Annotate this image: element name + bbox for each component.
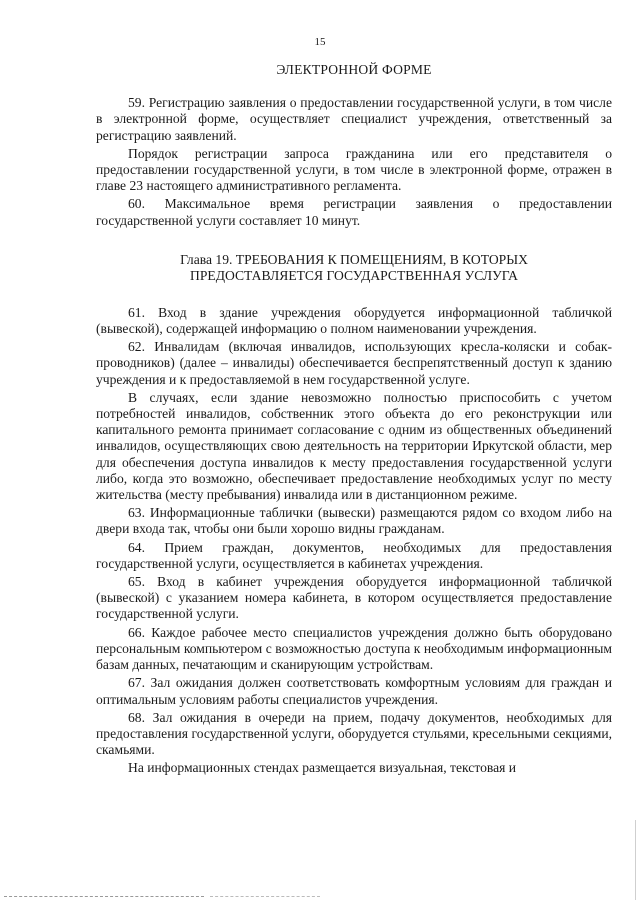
chapter-heading: [96, 252, 612, 285]
chapter-heading-line-2: ПРЕДОСТАВЛЯЕТСЯ ГОСУДАРСТВЕННАЯ УСЛУГА: [190, 268, 518, 284]
paragraph-59: 59. Регистрацию заявления о предоставлении государственной услуги, в том числе в электронной форме, осуществляет специалист учреждения, ответственный за регистрацию заявлений.: [96, 95, 612, 143]
paragraph-64: 64. Прием граждан, документов, необходимых для предоставления государственной услуги, осуществляется в кабинетах учреждения.: [96, 539, 612, 571]
paragraph-accessibility-cases: В случаях, если здание невозможно полностью приспособить с учетом потребностей инвалидов, собственник этого объекта до его реконструкции или капитального ремонта принимает согласование с одним из общественных объединений инвалидов, осуществляющих свою деятельность на территории Иркутской области, мер для обеспечения доступа инвалидов к месту предоставления государственной услуги либо, когда это возможно, обеспечивает предоставление необходимых услуг по месту жительства (месту пребывания) инвалида или в дистанционном режиме.: [96, 389, 612, 503]
paragraph-66: 66. Каждое рабочее место специалистов учреждения должно быть оборудовано персональным компьютером с возможностью доступа к необходимым информационным базам данных, печатающим и сканирующим устройствам.: [96, 624, 612, 673]
section-heading-tail: ЭЛЕКТРОННОЙ ФОРМЕ: [276, 62, 432, 77]
paragraph-67: 67. Зал ожидания должен соответствовать комфортным условиям для граждан и оптимальным условиям работы специалистов учреждения.: [96, 675, 612, 707]
paragraph-info-stands: На информационных стендах размещается визуальная, текстовая и: [128, 760, 517, 776]
paragraph-60: 60. Максимальное время регистрации заявления о предоставлении государственной услуги составляет 10 минут.: [96, 196, 612, 228]
document-body: [96, 62, 612, 779]
paragraph-61: 61. Вход в здание учреждения оборудуется информационной табличкой (вывеской), содержащей информацию о полном наименовании учреждения.: [96, 304, 612, 337]
scan-footer-line: [4, 896, 204, 897]
scan-footer-line-secondary: [210, 896, 320, 897]
paragraph-registration-order: Порядок регистрации запроса гражданина или его представителя о предоставлении государственной услуги, в том числе в электронной форме, отражен в главе 23 настоящего административного регламента.: [96, 145, 612, 194]
paragraph-65: 65. Вход в кабинет учреждения оборудуется информационной табличкой (вывеской) с указанием номера кабинета, в котором осуществляется предоставление государственной услуги.: [96, 574, 612, 622]
paragraph-62: 62. Инвалидам (включая инвалидов, использующих кресла-коляски и собак-проводников) (далее – инвалиды) обеспечивается беспрепятственный доступ к зданию учреждения и к предоставляемой в нем государственной услуге.: [96, 339, 612, 387]
page-number: 15: [314, 36, 326, 48]
scan-edge-mark: [635, 820, 636, 900]
paragraph-63: 63. Информационные таблички (вывески) размещаются рядом со входом либо на двери входа так, чтобы они были хорошо видны гражданам.: [96, 505, 612, 537]
paragraph-68: 68. Зал ожидания в очереди на прием, подачу документов, необходимых для предоставления государственной услуги, оборудуется стульями, кресельными секциями, скамьями.: [96, 709, 612, 758]
chapter-heading-line-1: Глава 19. ТРЕБОВАНИЯ К ПОМЕЩЕНИЯМ, В КОТОРЫХ: [180, 251, 528, 267]
